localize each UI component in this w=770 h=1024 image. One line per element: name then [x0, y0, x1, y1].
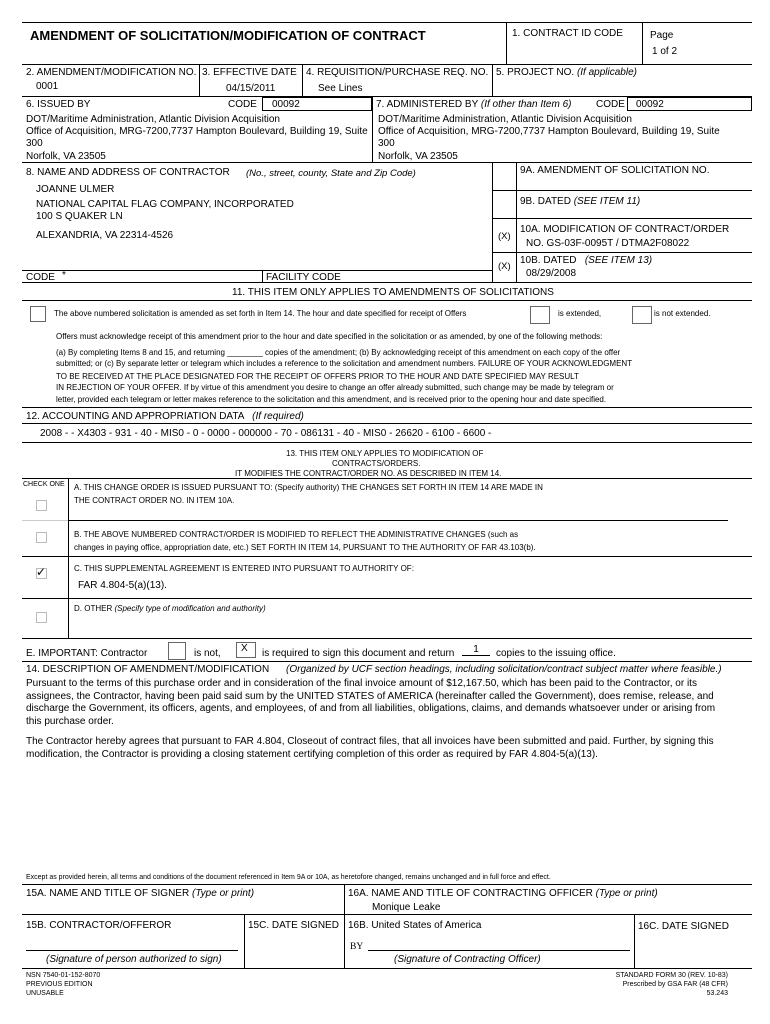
form-title: AMENDMENT OF SOLICITATION/MODIFICATION OF CONTRACT [30, 28, 426, 43]
item-11-line7: letter, provided each telegram or letter makes reference to the solicitation and this amendment, and is received prior to the opening hour and date specified. [56, 395, 607, 404]
item-16c-label: 16C. DATE SIGNED [638, 921, 729, 932]
item-10a-label: 10A. MODIFICATION OF CONTRACT/ORDER [520, 224, 730, 235]
gsa-label: Prescribed by GSA FAR (48 CFR) [622, 981, 728, 988]
is-not-extended-label: is not extended. [654, 309, 711, 318]
amendment-no-label: 2. AMENDMENT/MODIFICATION NO. [26, 67, 197, 78]
issued-line4: Norfolk, VA 23505 [26, 151, 106, 162]
contract-id-label: 1. CONTRACT ID CODE [512, 28, 623, 39]
item-10b-label: 10B. DATED (SEE ITEM 13) [520, 255, 653, 266]
item-13-heading1: 13. THIS ITEM ONLY APPLIES TO MODIFICATION OF [286, 449, 484, 458]
item-14-note: (Organized by UCF section headings, including solicitation/contract subject matter where feasible.) [286, 664, 722, 675]
is-extended-label: is extended, [558, 309, 602, 318]
copies-value: 1 [462, 644, 490, 656]
item-14-label: 14. DESCRIPTION OF AMENDMENT/MODIFICATION [26, 664, 270, 675]
item-10a-mark: (X) [498, 231, 511, 242]
item-16b-label: 16B. United States of America [348, 920, 482, 931]
checkmark-icon: ✓ [36, 565, 47, 579]
not-extended-checkbox[interactable] [632, 306, 652, 324]
admin-line2: Office of Acquisition, MRG-7200,7737 Hampton Boulevard, Building 19, Suite [378, 126, 720, 137]
item-13a-line2: THE CONTRACT ORDER NO. IN ITEM 10A. [74, 496, 235, 505]
is-required-mark: X [241, 643, 248, 654]
signature-16-caption: (Signature of Contracting Officer) [394, 954, 541, 965]
except-note: Except as provided herein, all terms and conditions of the document referenced in Item 9A or 10A, as heretofore changed, remains unchanged and in full force and effect. [26, 874, 551, 881]
admin-line3: 300 [378, 138, 395, 149]
solicitation-checkbox[interactable] [30, 306, 46, 322]
issued-line2: Office of Acquisition, MRG-7200,7737 Hampton Boulevard, Building 19, Suite [26, 126, 368, 137]
administered-label: 7. ADMINISTERED BY (If other than Item 6) [376, 99, 572, 110]
effective-date-value: 04/15/2011 [226, 83, 276, 94]
check-one-label: CHECK ONE [23, 481, 65, 488]
item-12-label: 12. ACCOUNTING AND APPROPRIATION DATA (If required) [26, 411, 304, 422]
far-number-label: 53.243 [706, 990, 728, 997]
item-15c-label: 15C. DATE SIGNED [248, 920, 339, 931]
item-11-line1: The above numbered solicitation is amended as set forth in Item 14. The hour and date specified for receipt of Offers [54, 309, 467, 318]
admin-line4: Norfolk, VA 23505 [378, 151, 458, 162]
item-12-value: 2008 - - X4303 - 931 - 40 - MIS0 - 0 - 0000 - 000000 - 70 - 086131 - 40 - MIS0 - 26620 - 6100 - 6600 - [40, 428, 492, 439]
item-14-paragraph1: Pursuant to the terms of this purchase order and in consideration of the final invoice amount of $12,167.50, which has been paid to the Contractor, or its assignees, the Contractor, having been paid said sum by the UNITED STATES of AMERICA (hereinafter called the Government), does remise, release, and discharge the Government, its officers, agents, and employees, of and from all liabilities, obligations, claims, and demands whatsoever under or arising from this purchase order. [26, 678, 716, 727]
item-11-line2: Offers must acknowledge receipt of this amendment prior to the hour and date specified in the solicitation or as amended, by one of the following methods: [56, 332, 603, 341]
item-15b-label: 15B. CONTRACTOR/OFFEROR [26, 920, 172, 931]
item-13d-checkbox[interactable] [36, 612, 47, 623]
item-13b-line2: changes in paying office, appropriation date, etc.) SET FORTH IN ITEM 14, PURSUANT TO THE AUTHORITY OF FAR 43.103(b). [74, 543, 536, 552]
item-9a-label: 9A. AMENDMENT OF SOLICITATION NO. [520, 165, 710, 176]
admin-code-label: CODE [596, 99, 625, 110]
issued-code-label: CODE [228, 99, 257, 110]
item-10b-mark: (X) [498, 261, 511, 272]
contractor-line1: JOANNE ULMER [36, 184, 115, 195]
issued-code-value: 00092 [272, 99, 300, 110]
item-13a-checkbox[interactable] [36, 500, 47, 511]
standard-form-label: STANDARD FORM 30 (REV. 10-83) [615, 972, 728, 979]
previous-edition-label: PREVIOUS EDITION [26, 981, 93, 988]
item-13b-checkbox[interactable] [36, 532, 47, 543]
item-16a-label: 16A. NAME AND TITLE OF CONTRACTING OFFICER (Type or print) [348, 888, 658, 899]
item-11-line6: IN REJECTION OF YOUR OFFER. If by virtue of this amendment you desire to change an offer already submitted, such change may be made by telegram or [56, 383, 614, 392]
page-label: Page [650, 30, 674, 41]
copies-tail: copies to the issuing office. [496, 648, 616, 659]
issued-line1: DOT/Maritime Administration, Atlantic Division Acquisition [26, 114, 280, 125]
item-13d-line1: D. OTHER (Specify type of modification and authority) [74, 604, 266, 613]
contractor-note: (No., street, county, State and Zip Code) [246, 168, 416, 179]
signature-15-caption: (Signature of person authorized to sign) [46, 954, 222, 965]
admin-code-value: 00092 [636, 99, 664, 110]
is-not-label: is not, [194, 648, 221, 659]
item-10a-value: NO. GS-03F-0095T / DTMA2F08022 [526, 238, 690, 249]
contractor-code-label: CODE [26, 272, 55, 283]
item-e-label: E. IMPORTANT: Contractor [26, 648, 148, 659]
item-11-line3: (a) By completing Items 8 and 15, and returning ________ copies of the amendment; (b) By acknowledging receipt of this amendment on each copy of the offer [56, 348, 621, 357]
item-16a-value: Monique Leake [372, 902, 441, 913]
item-13-heading2: CONTRACTS/ORDERS. [332, 459, 421, 468]
item-13a-line1: A. THIS CHANGE ORDER IS ISSUED PURSUANT TO: (Specify authority) THE CHANGES SET FORTH IN ITEM 14 ARE MADE IN [74, 483, 543, 492]
item-10b-value: 08/29/2008 [526, 268, 577, 279]
item-11-heading: 11. THIS ITEM ONLY APPLIES TO AMENDMENTS OF SOLICITATIONS [232, 287, 554, 298]
requisition-value: See Lines [318, 83, 363, 94]
contractor-label: 8. NAME AND ADDRESS OF CONTRACTOR [26, 167, 230, 178]
facility-code-label: FACILITY CODE [266, 272, 341, 283]
requisition-label: 4. REQUISITION/PURCHASE REQ. NO. [306, 67, 489, 78]
contractor-code-value: * [62, 270, 66, 281]
admin-line1: DOT/Maritime Administration, Atlantic Division Acquisition [378, 114, 632, 125]
item-13-heading3: IT MODIFIES THE CONTRACT/ORDER NO. AS DESCRIBED IN ITEM 14. [235, 469, 502, 478]
amendment-no-value: 0001 [36, 81, 59, 92]
is-required-label: is required to sign this document and return [262, 648, 455, 659]
issued-line3: 300 [26, 138, 43, 149]
contractor-line2: NATIONAL CAPITAL FLAG COMPANY, INCORPORATED [36, 199, 294, 210]
nsn-label: NSN 7540-01-152-8070 [26, 972, 101, 979]
item-15a-label: 15A. NAME AND TITLE OF SIGNER (Type or print) [26, 888, 255, 899]
page-value: 1 of 2 [652, 46, 678, 57]
item-13c-line1: C. THIS SUPPLEMENTAL AGREEMENT IS ENTERED INTO PURSUANT TO AUTHORITY OF: [74, 564, 414, 573]
item-14-paragraph2: The Contractor hereby agrees that pursuant to FAR 4.804, Closeout of contract files, that all invoices have been submitted and paid. Further, by signing this modification, the Contractor is providing a closing statement certifying completion of this order as required by FAR 4.804-5(a)(13). [26, 736, 714, 760]
item-9b-label: 9B. DATED (SEE ITEM 11) [520, 196, 641, 207]
item-11-line5: TO BE RECEIVED AT THE PLACE DESIGNATED FOR THE RECEIPT OF OFFERS PRIOR TO THE HOUR AND DATE SPECIFIED MAY RESULT [56, 372, 579, 381]
item-13c-line2: FAR 4.804-5(a)(13). [78, 580, 167, 591]
contractor-line4: ALEXANDRIA, VA 22314-4526 [36, 230, 174, 241]
unusable-label: UNUSABLE [26, 990, 64, 997]
project-no-label: 5. PROJECT NO. (If applicable) [496, 67, 637, 78]
extended-checkbox[interactable] [530, 306, 550, 324]
effective-date-label: 3. EFFECTIVE DATE [202, 67, 297, 78]
by-label: BY [350, 942, 364, 952]
is-not-checkbox[interactable] [168, 642, 186, 660]
item-11-line4: submitted; or (c) By separate letter or telegram which includes a reference to the solicitation and amendment numbers. FAILURE OF YOUR ACKNOWLEDGMENT [56, 359, 633, 368]
issued-by-label: 6. ISSUED BY [26, 99, 91, 110]
item-13b-line1: B. THE ABOVE NUMBERED CONTRACT/ORDER IS MODIFIED TO REFLECT THE ADMINISTRATIVE CHANGES (such as [74, 530, 519, 539]
contractor-line3: 100 S QUAKER LN [36, 211, 123, 222]
